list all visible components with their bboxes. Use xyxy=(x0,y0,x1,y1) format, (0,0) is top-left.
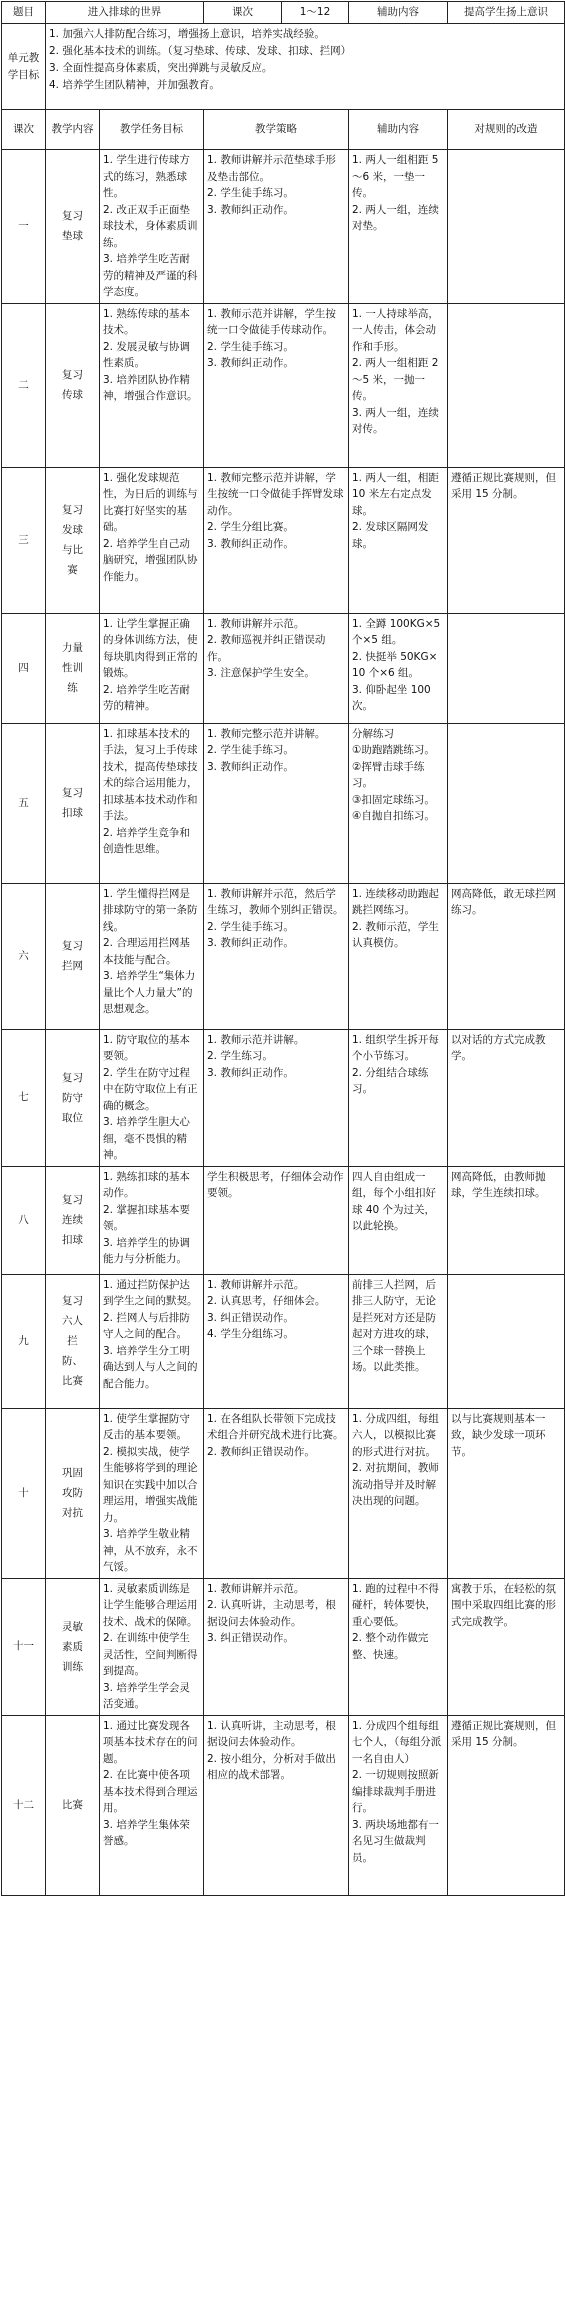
lesson-rule: 遵循正规比赛规则，但采用 15 分制。 xyxy=(448,467,565,613)
unit-goals-label: 单元教学目标 xyxy=(2,24,46,110)
header-row xyxy=(2,2,565,24)
lesson-number: 七 xyxy=(2,1029,46,1166)
aux-value: 提高学生扬上意识 xyxy=(448,2,565,24)
lesson-aux: 1. 全蹲 100KG×5 个×5 组。 2. 快挺举 50KG×10 个×6 组。 3. 仰卧起坐 100 次。 xyxy=(349,613,448,723)
lesson-aux: 1. 两人一组相距 5～6 米，一垫一传。 2. 两人一组，连续对垫。 xyxy=(349,150,448,304)
lesson-row xyxy=(2,613,565,723)
lesson-content: 复习垫球 xyxy=(46,150,100,304)
lesson-number: 四 xyxy=(2,613,46,723)
lesson-rule: 寓教于乐，在轻松的氛围中采取四组比赛的形式完成教学。 xyxy=(448,1578,565,1715)
lesson-rule: 网高降低，由教师抛球，学生连续扣球。 xyxy=(448,1166,565,1274)
col-header-aux: 辅助内容 xyxy=(349,110,448,150)
lesson-aux: 四人自由组成一组，每个小组扣好球 40 个为过关，以此轮换。 xyxy=(349,1166,448,1274)
lesson-aux: 1. 组织学生拆开每个小节练习。 2. 分组结合球练习。 xyxy=(349,1029,448,1166)
lesson-strategy: 1. 教师讲解并示范。 2. 认真听讲，主动思考，根据设问去体验动作。 3. 纠正错误动作。 xyxy=(204,1578,349,1715)
lesson-goal: 1. 通过拦防保护达到学生之间的默契。 2. 拦网人与后排防守人之间的配合。 3. 培养学生分工明确达到人与人之间的配合能力。 xyxy=(100,1274,204,1408)
lesson-rule xyxy=(448,150,565,304)
lesson-content: 复习拦网 xyxy=(46,883,100,1029)
lesson-aux: 1. 一人持球举高，一人传击，体会动作和手形。 2. 两人一组相距 2～5 米，一抛一传。 3. 两人一组，连续对传。 xyxy=(349,303,448,467)
title-label: 题目 xyxy=(2,2,46,24)
unit-goals-row xyxy=(2,24,565,110)
lesson-content: 复习防守取位 xyxy=(46,1029,100,1166)
lesson-goal: 1. 防守取位的基本要领。 2. 学生在防守过程中在防守取位上有正确的概念。 3. 培养学生胆大心细，毫不畏惧的精神。 xyxy=(100,1029,204,1166)
lesson-aux: 1. 分成四个组每组七个人，（每组分派一名自由人） 2. 一切规则按照新编排球裁判手册进行。 3. 两块场地都有一名见习生做裁判员。 xyxy=(349,1715,448,1895)
lesson-row xyxy=(2,1274,565,1408)
lesson-number: 六 xyxy=(2,883,46,1029)
unit-goal-item: 3. 全面性提高身体素质，突出弹跳与灵敏反应。 xyxy=(49,62,273,74)
lesson-aux: 1. 分成四组，每组六人，以模拟比赛的形式进行对抗。 2. 对抗期间，教师流动指导并及时解决出现的问题。 xyxy=(349,1408,448,1578)
lesson-count-value: 1～12 xyxy=(282,2,349,24)
lesson-aux: 1. 连续移动助跑起跳拦网练习。 2. 教师示范，学生认真模仿。 xyxy=(349,883,448,1029)
lesson-strategy: 1. 在各组队长带领下完成技术组合并研究战术进行比赛。 2. 教师纠正错误动作。 xyxy=(204,1408,349,1578)
lesson-rule: 以与比赛规则基本一致，缺少发球一项环节。 xyxy=(448,1408,565,1578)
lesson-row xyxy=(2,1578,565,1715)
lesson-row xyxy=(2,1408,565,1578)
lesson-content: 复习连续扣球 xyxy=(46,1166,100,1274)
lesson-row xyxy=(2,723,565,883)
lesson-plan-table xyxy=(1,1,565,1896)
lesson-row xyxy=(2,1029,565,1166)
lesson-rule xyxy=(448,723,565,883)
lesson-number: 二 xyxy=(2,303,46,467)
lesson-rule: 网高降低，敢无球拦网练习。 xyxy=(448,883,565,1029)
unit-goal-item: 1. 加强六人排防配合练习，增强扬上意识，培养实战经验。 xyxy=(49,28,325,40)
unit-goals-list xyxy=(46,24,565,110)
lesson-number: 十二 xyxy=(2,1715,46,1895)
column-header-row xyxy=(2,110,565,150)
unit-goal-item: 4. 培养学生团队精神，并加强教育。 xyxy=(49,79,220,91)
lesson-row xyxy=(2,150,565,304)
lesson-goal: 1. 熟练传球的基本技术。 2. 发展灵敏与协调性素质。 3. 培养团队协作精神，增强合作意识。 xyxy=(100,303,204,467)
aux-label: 辅助内容 xyxy=(349,2,448,24)
lesson-aux: 分解练习 ①助跑踏跳练习。 ②挥臂击球手练习。 ③扣固定球练习。 ④自抛自扣练习。 xyxy=(349,723,448,883)
lesson-row xyxy=(2,1166,565,1274)
lesson-strategy: 1. 教师完整示范并讲解。 2. 学生徒手练习。 3. 教师纠正动作。 xyxy=(204,723,349,883)
lesson-content: 复习发球与比赛 xyxy=(46,467,100,613)
lesson-number: 十 xyxy=(2,1408,46,1578)
lesson-row xyxy=(2,303,565,467)
lesson-rule xyxy=(448,613,565,723)
lesson-aux: 1. 两人一组，相距 10 米左右定点发球。 2. 发球区隔网发球。 xyxy=(349,467,448,613)
lesson-strategy: 1. 教师示范并讲解，学生按统一口令做徒手传球动作。 2. 学生徒手练习。 3. 教师纠正动作。 xyxy=(204,303,349,467)
lesson-number: 九 xyxy=(2,1274,46,1408)
lesson-content: 复习传球 xyxy=(46,303,100,467)
lesson-content: 复习扣球 xyxy=(46,723,100,883)
lesson-content: 比赛 xyxy=(46,1715,100,1895)
lesson-number: 十一 xyxy=(2,1578,46,1715)
lesson-goal: 1. 熟练扣球的基本动作。 2. 掌握扣球基本要领。 3. 培养学生的协调能力与分析能力。 xyxy=(100,1166,204,1274)
lesson-number: 八 xyxy=(2,1166,46,1274)
lesson-row xyxy=(2,467,565,613)
lesson-strategy: 1. 教师讲解并示范，然后学生练习，教师个别纠正错误。 2. 学生徒手练习。 3. 教师纠正动作。 xyxy=(204,883,349,1029)
lesson-strategy: 1. 教师讲解并示范。 2. 认真思考，仔细体会。 3. 纠正错误动作。 4. 学生分组练习。 xyxy=(204,1274,349,1408)
lesson-aux: 1. 跑的过程中不得碰杆，转体要快，重心要低。 2. 整个动作做完整、快速。 xyxy=(349,1578,448,1715)
lesson-row xyxy=(2,883,565,1029)
col-header-rule: 对规则的改造 xyxy=(448,110,565,150)
lesson-rule xyxy=(448,303,565,467)
lesson-strategy: 1. 教师示范并讲解。 2. 学生练习。 3. 教师纠正动作。 xyxy=(204,1029,349,1166)
lesson-content: 灵敏素质训练 xyxy=(46,1578,100,1715)
lesson-count-label: 课次 xyxy=(204,2,282,24)
lesson-goal: 1. 让学生掌握正确的身体训练方法，使每块肌肉得到正常的锻炼。 2. 培养学生吃苦耐劳的精神。 xyxy=(100,613,204,723)
lesson-content: 复习六人拦防、比赛 xyxy=(46,1274,100,1408)
lesson-goal: 1. 学生进行传球方式的练习，熟悉球性。 2. 改正双手正面垫球技术，身体素质训练。 3. 培养学生吃苦耐劳的精神及严谨的科学态度。 xyxy=(100,150,204,304)
lesson-strategy: 1. 教师讲解并示范垫球手形及垫击部位。 2. 学生徒手练习。 3. 教师纠正动作。 xyxy=(204,150,349,304)
lesson-goal: 1. 通过比赛发现各项基本技术存在的问题。 2. 在比赛中使各项基本技术得到合理运用。 3. 培养学生集体荣誉感。 xyxy=(100,1715,204,1895)
col-header-lesson: 课次 xyxy=(2,110,46,150)
lesson-rule: 以对话的方式完成教学。 xyxy=(448,1029,565,1166)
lesson-goal: 1. 使学生掌握防守反击的基本要领。 2. 模拟实战，使学生能够将学到的理论知识在实践中加以合理运用，增强实战能力。 3. 培养学生敬业精神，从不放弃，永不气馁。 xyxy=(100,1408,204,1578)
lesson-strategy: 1. 教师完整示范并讲解，学生按统一口令做徒手挥臂发球动作。 2. 学生分组比赛。 3. 教师纠正动作。 xyxy=(204,467,349,613)
unit-goal-item: 2. 强化基本技术的训练。（复习垫球、传球、发球、扣球、拦网） xyxy=(49,45,352,57)
lesson-rule xyxy=(448,1274,565,1408)
lesson-goal: 1. 强化发球规范性，为日后的训练与比赛打好坚实的基础。 2. 培养学生自己动脑研究，增强团队协作能力。 xyxy=(100,467,204,613)
lesson-rule: 遵循正规比赛规则，但采用 15 分制。 xyxy=(448,1715,565,1895)
lesson-content: 巩固攻防对抗 xyxy=(46,1408,100,1578)
lesson-goal: 1. 灵敏素质训练是让学生能够合理运用技术、战术的保障。 2. 在训练中使学生灵活性，空间判断得到提高。 3. 培养学生学会灵活变通。 xyxy=(100,1578,204,1715)
col-header-goal: 教学任务目标 xyxy=(100,110,204,150)
lesson-number: 一 xyxy=(2,150,46,304)
lesson-content: 力量性训练 xyxy=(46,613,100,723)
lesson-number: 三 xyxy=(2,467,46,613)
lesson-goal: 1. 扣球基本技术的手法，复习上手传球技术，提高传垫球技术的综合运用能力，扣球基本技术动作和手法。 2. 培养学生竞争和创造性思维。 xyxy=(100,723,204,883)
lesson-goal: 1. 学生懂得拦网是排球防守的第一条防线。 2. 合理运用拦网基本技能与配合。 3. 培养学生“集体力量比个人力量大”的思想观念。 xyxy=(100,883,204,1029)
col-header-strategy: 教学策略 xyxy=(204,110,349,150)
lesson-strategy: 1. 认真听讲，主动思考，根据设问去体验动作。 2. 按小组分，分析对手做出相应的战术部署。 xyxy=(204,1715,349,1895)
title-value: 进入排球的世界 xyxy=(46,2,204,24)
lesson-strategy: 学生积极思考，仔细体会动作要领。 xyxy=(204,1166,349,1274)
lesson-strategy: 1. 教师讲解并示范。 2. 教师巡视并纠正错误动作。 3. 注意保护学生安全。 xyxy=(204,613,349,723)
col-header-content: 教学内容 xyxy=(46,110,100,150)
lesson-row xyxy=(2,1715,565,1895)
lesson-aux: 前排三人拦网，后排三人防守，无论是拦死对方还是防起对方进攻的球，三个球一替换上场。以此类推。 xyxy=(349,1274,448,1408)
lesson-number: 五 xyxy=(2,723,46,883)
lesson-rows xyxy=(2,150,565,1896)
